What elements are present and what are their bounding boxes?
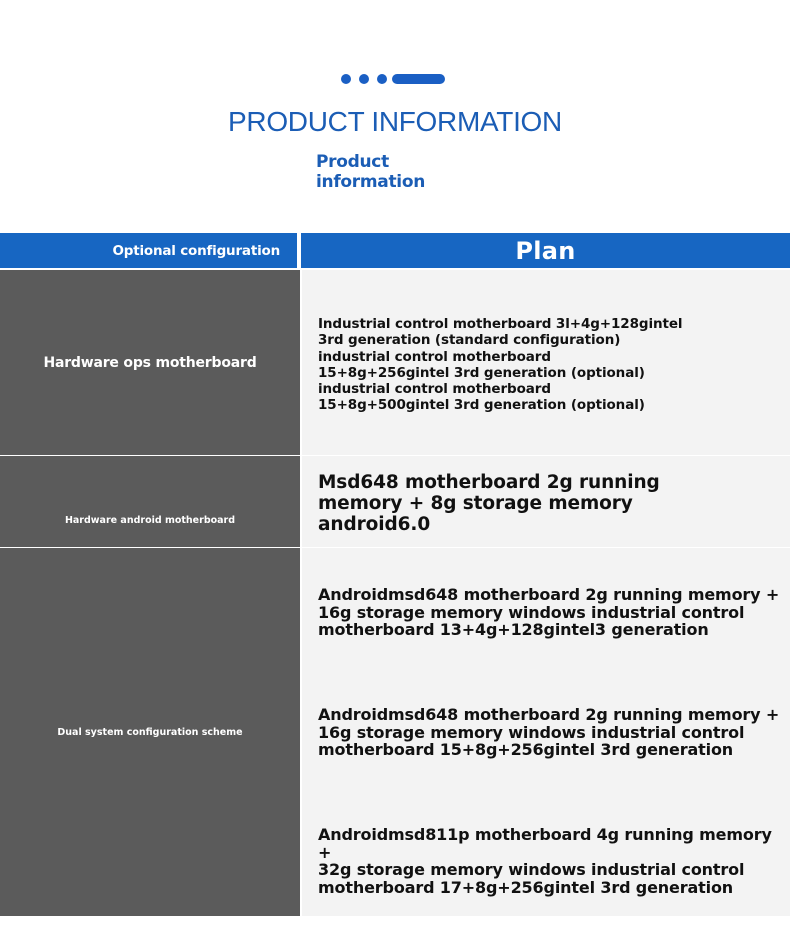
plan-option: Androidmsd811p motherboard 4g running memory + 32g storage memory windows industrial control motherboard 17+8g+256gintel 3rd generation (318, 825, 772, 897)
page-subtitle (316, 152, 516, 192)
pill-bar-icon (392, 74, 445, 84)
page-title: PRODUCT INFORMATION (228, 106, 562, 137)
row-label: Dual system configuration scheme (57, 726, 243, 738)
column-header-optional-configuration (0, 233, 299, 268)
plan-option: Androidmsd648 motherboard 2g running memory + 16g storage memory windows industrial control motherboard 15+8g+256gintel 3rd generation (318, 705, 780, 760)
plan-option: Androidmsd648 motherboard 2g running memory + 16g storage memory windows industrial control motherboard 13+4g+128gintel3 generation (318, 585, 780, 640)
row-label-hardware-ops (0, 270, 300, 455)
dot-icon (377, 74, 387, 84)
plan-text: Industrial control motherboard 3l+4g+128gintel 3rd generation (standard configuration) industrial control motherboard 15+8g+256gintel 3rd generation (optional) industrial control motherboard 15+8g+500gintel 3rd generation (optional) (318, 316, 683, 414)
row-label-dual-system (0, 548, 300, 916)
row-plan-hardware-android (302, 456, 790, 547)
dot-icon (359, 74, 369, 84)
column-header-label: Optional configuration (112, 242, 280, 259)
row-plan-dual-system (302, 548, 790, 916)
row-label-hardware-android (0, 456, 300, 547)
row-label: Hardware android motherboard (64, 515, 236, 526)
column-header-plan (301, 233, 790, 268)
row-label: Hardware ops motherboard (43, 354, 257, 371)
subtitle-line: Product (316, 152, 389, 172)
dot-icon (341, 74, 351, 84)
subtitle-line: information (316, 172, 426, 192)
row-plan-hardware-ops (302, 270, 790, 455)
column-header-label: Plan (515, 236, 576, 265)
plan-text: Msd648 motherboard 2g running memory + 8g storage memory android6.0 (318, 472, 660, 535)
